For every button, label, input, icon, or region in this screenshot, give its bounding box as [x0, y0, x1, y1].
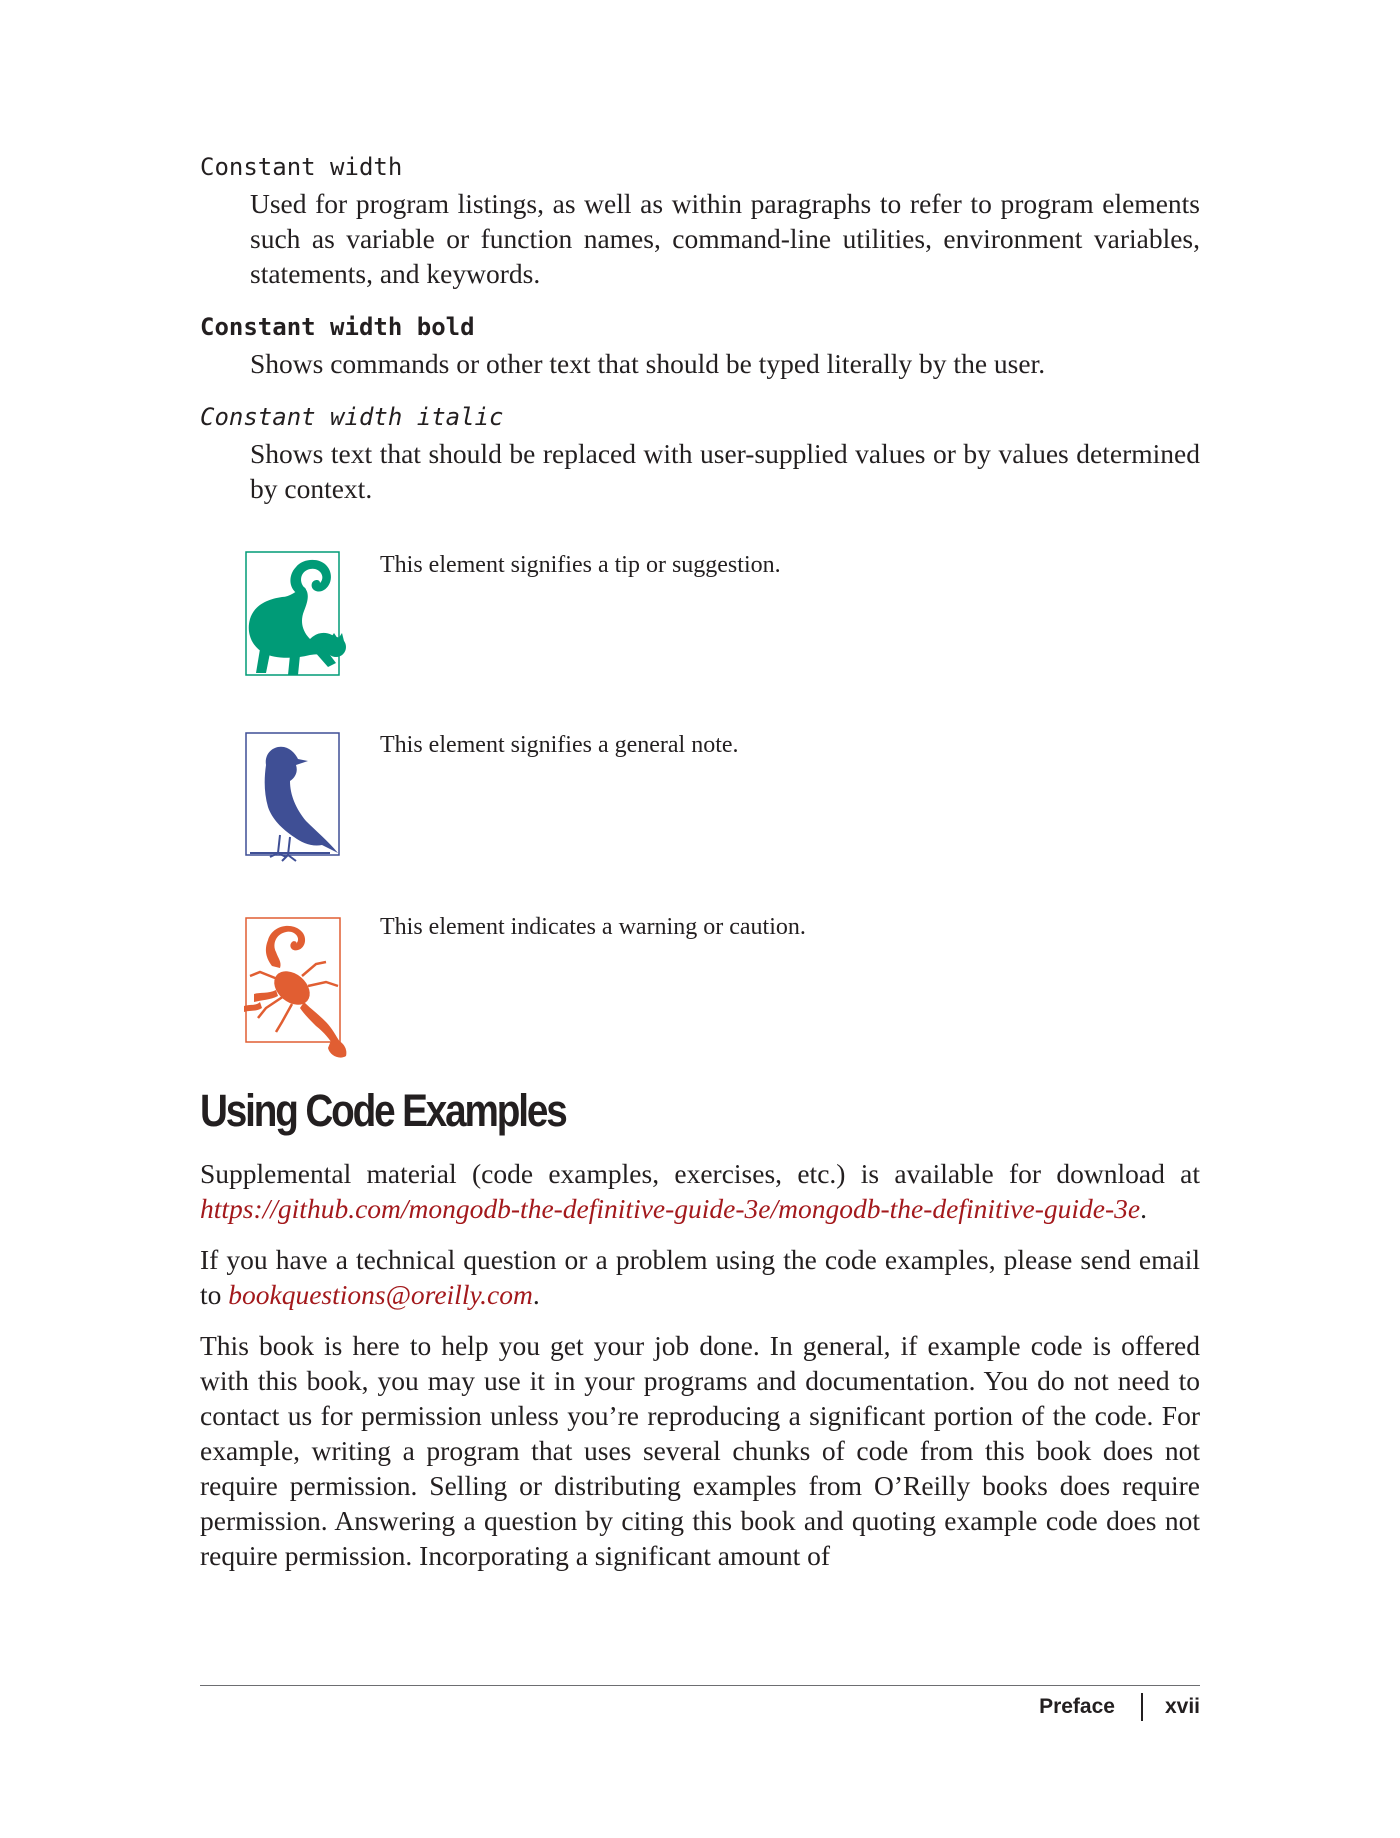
- paragraph-supplemental-end: .: [1140, 1193, 1147, 1224]
- footer-section-label: Preface: [1039, 1695, 1115, 1718]
- paragraph-permissions: This book is here to help you get your job done. In general, if example code is offered with this book, you may use it in your programs and documentation. You do not need to contact us for permission unless you’re reproducing a significant portion of the code. For example, writing a program that uses several chunks of code from this book does not require permission. Selling or distributing examples from O’Reilly books does require permission. Answering a question by citing this book and quoting example code does not require permission. Incorporating a significant amount of: [200, 1330, 1200, 1571]
- github-link[interactable]: https://github.com/mongodb-the-definitive-guide-3e/mongodb-the-definitive-guide-3e: [200, 1193, 1141, 1224]
- page-number: xvii: [1164, 1695, 1200, 1718]
- email-link[interactable]: bookquestions@oreilly.com: [228, 1279, 533, 1310]
- tip-text: This element signifies a tip or suggestion.: [380, 552, 781, 578]
- paragraph-supplemental-text: Supplemental material (code examples, exercises, etc.) is available for download at: [200, 1158, 1200, 1189]
- paragraph-questions: [200, 1242, 1200, 1312]
- paragraph-questions-end: .: [532, 1279, 540, 1310]
- convention-term-constant-width: Constant width: [200, 153, 403, 181]
- paragraph-questions-text: If you have a technical question or a problem using the code examples, please send email to: [200, 1244, 1200, 1310]
- scorpion-warning-icon: [230, 910, 380, 1070]
- convention-description-constant-width-bold: Shows commands or other text that should be typed literally by the user.: [250, 348, 1046, 379]
- section-heading: Using Code Examples: [200, 1085, 566, 1136]
- paragraph-supplemental: [200, 1156, 1200, 1226]
- crow-note-icon: [230, 725, 360, 875]
- footer-rule: [200, 1685, 1200, 1686]
- footer-separator: [1141, 1693, 1143, 1721]
- note-text: This element signifies a general note.: [380, 732, 739, 758]
- convention-term-constant-width-italic: Constant width italic: [200, 403, 504, 431]
- lemur-tip-icon: [230, 535, 360, 695]
- convention-description-constant-width-italic: Shows text that should be replaced with user-supplied values or by values determined by context.: [250, 438, 1200, 504]
- running-footer: [1039, 1692, 1200, 1722]
- warning-text: This element indicates a warning or caution.: [380, 914, 806, 940]
- convention-description-constant-width: Used for program listings, as well as within paragraphs to refer to program elements such as variable or function names, command-line utilities, environment variables, statements, and keywords.: [250, 188, 1200, 289]
- convention-term-constant-width-bold: Constant width bold: [200, 313, 475, 341]
